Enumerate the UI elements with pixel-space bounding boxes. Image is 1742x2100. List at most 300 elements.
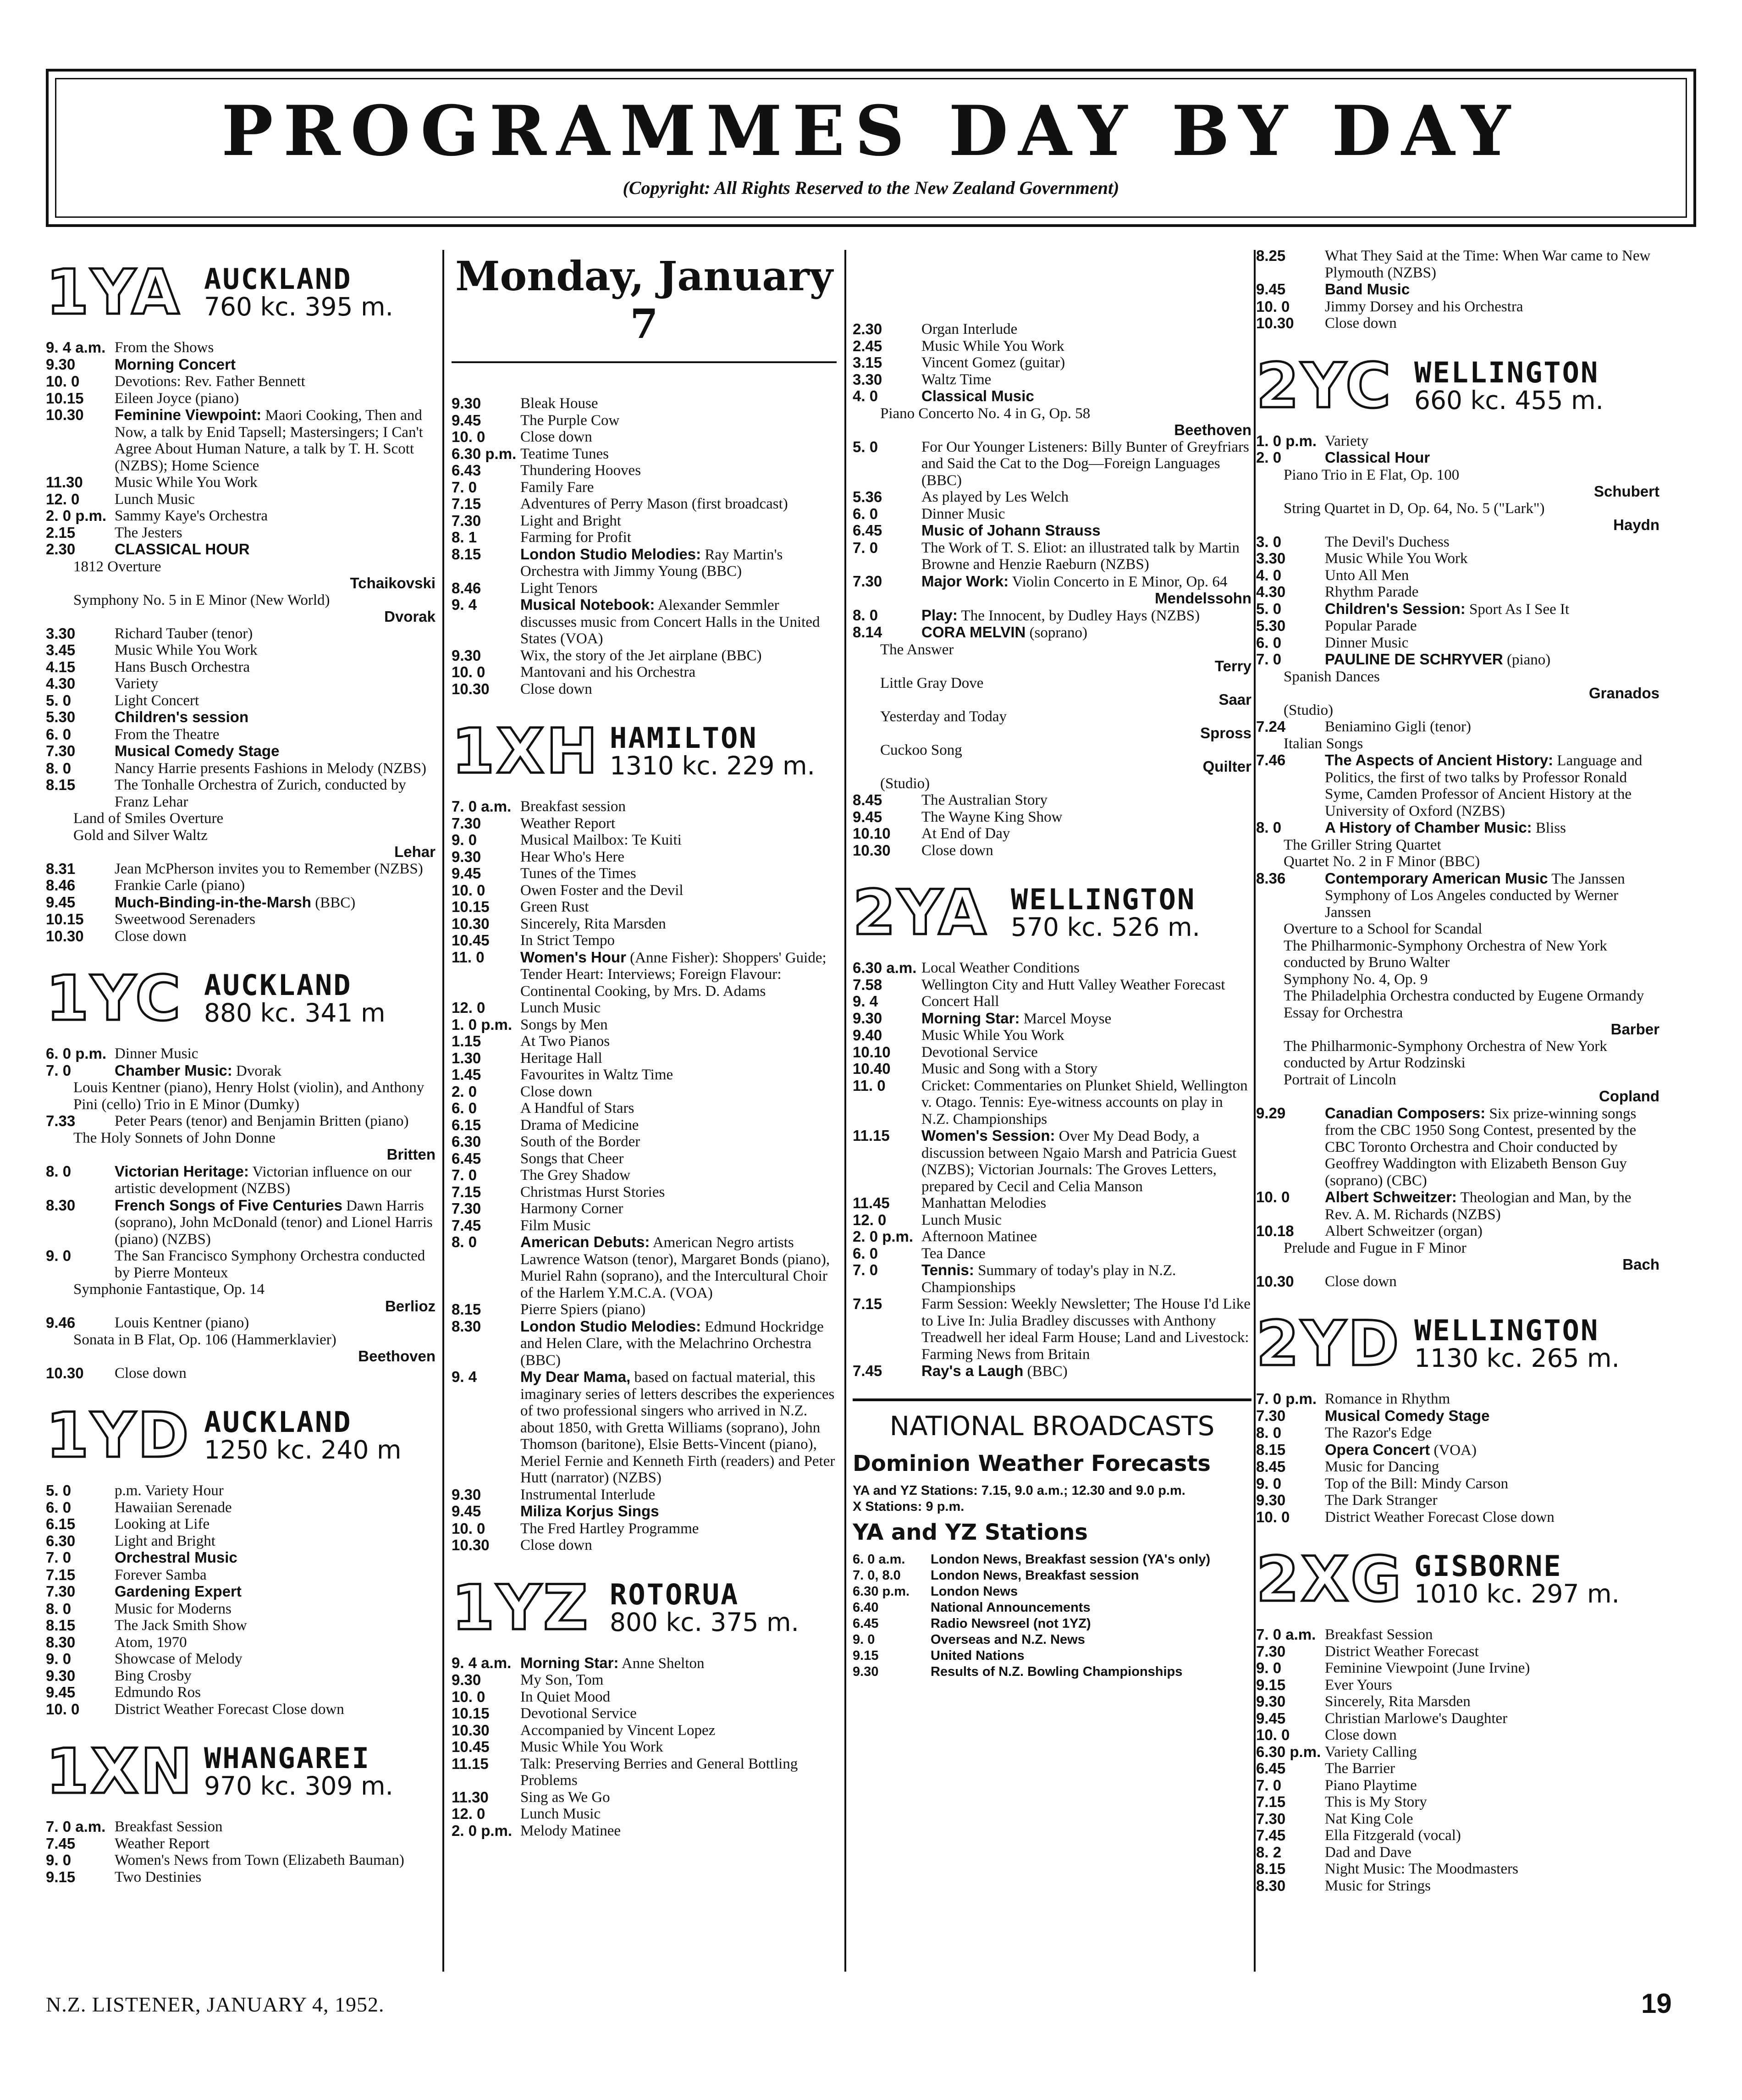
programme-time: 9. 4 bbox=[452, 596, 477, 613]
programme-description: Close down bbox=[115, 1365, 187, 1382]
programme-entry bbox=[853, 522, 1251, 540]
programme-description: Weather Report bbox=[520, 815, 616, 832]
station-header bbox=[46, 1391, 436, 1482]
station-frequency: 660 kc. 455 m. bbox=[1414, 385, 1604, 415]
programme-details bbox=[520, 597, 837, 647]
programme-details bbox=[1325, 1626, 1659, 1643]
work-title: Land of Smiles Overture bbox=[73, 810, 224, 827]
programme-description: The Fred Hartley Programme bbox=[520, 1520, 699, 1537]
programme-entry bbox=[46, 877, 436, 894]
programme-description: Over My Dead Body, a discussion between Ngaio Marsh and Patricia Guest (NZBS); Victorian Journals: The Groves Letters, prepared by Cecil and Celia Manson bbox=[921, 1128, 1237, 1195]
programme-entry bbox=[46, 911, 436, 928]
programme-details bbox=[520, 1167, 837, 1184]
programme-details bbox=[520, 681, 837, 698]
composer-name: Beethoven bbox=[1174, 421, 1251, 438]
programme-description: Music While You Work bbox=[921, 1027, 1064, 1044]
programme-details bbox=[1325, 651, 1659, 669]
programme-time: 8. 0 bbox=[853, 606, 878, 624]
programme-feature-title: Band Music bbox=[1325, 281, 1410, 298]
programme-entry bbox=[853, 1078, 1251, 1128]
programme-details bbox=[921, 1262, 1251, 1296]
programme-description: Manhattan Melodies bbox=[921, 1195, 1047, 1211]
programme-description: Farming for Profit bbox=[520, 529, 631, 546]
programme-entry bbox=[452, 1200, 837, 1217]
work-title: Piano Concerto No. 4 in G, Op. 58 bbox=[880, 405, 1091, 422]
programme-entry bbox=[1256, 651, 1659, 669]
programme-feature-title: Musical Comedy Stage bbox=[115, 742, 280, 759]
programme-description: Vincent Gomez (guitar) bbox=[921, 354, 1065, 371]
programme-time: 7.30 bbox=[46, 742, 76, 759]
programme-feature-title: CLASSICAL HOUR bbox=[115, 541, 250, 558]
programme-description: Maori Cooking, Then and Now, a talk by Enid Tapsell; Mastersingers; I Can't Agree About Human Nature, a talk by T. H. Scott (NZBS); Home Science bbox=[115, 407, 423, 474]
programme-entry bbox=[1256, 298, 1659, 315]
programme-entry bbox=[1256, 1861, 1659, 1878]
national-broadcast-entry bbox=[853, 1584, 1251, 1600]
programme-feature-title: Women's Session: bbox=[921, 1127, 1055, 1144]
programme-description: Pierre Spiers (piano) bbox=[520, 1301, 646, 1318]
station-name: ROTORUA bbox=[610, 1577, 739, 1611]
programme-details bbox=[520, 1537, 837, 1554]
programme-details bbox=[921, 439, 1251, 489]
programme-entry bbox=[46, 1567, 436, 1584]
programme-entry bbox=[452, 849, 837, 866]
programme-entry bbox=[452, 429, 837, 446]
work-title: Essay for Orchestra bbox=[1284, 1004, 1403, 1021]
programme-entry bbox=[452, 949, 837, 1000]
programme-time: 11.15 bbox=[853, 1127, 890, 1144]
work-title: Prelude and Fugue in F Minor bbox=[1284, 1239, 1466, 1256]
programme-description: In Strict Tempo bbox=[520, 932, 615, 949]
programme-description: Drama of Medicine bbox=[520, 1116, 639, 1133]
programme-details bbox=[1325, 298, 1659, 315]
programme-details bbox=[921, 1078, 1251, 1128]
programme-description: Dinner Music bbox=[1325, 634, 1409, 651]
programme-details bbox=[520, 1133, 837, 1150]
programme-time: 11. 0 bbox=[452, 948, 485, 966]
programme-item bbox=[46, 1079, 436, 1113]
programme-entry bbox=[46, 928, 436, 945]
programme-details bbox=[115, 1163, 436, 1197]
programme-description: Piano Playtime bbox=[1325, 1777, 1417, 1794]
programme-entry bbox=[452, 1150, 837, 1167]
programme-details bbox=[921, 1195, 1251, 1212]
programme-details bbox=[115, 1482, 436, 1499]
programme-time: 8.15 bbox=[46, 776, 76, 793]
programme-details bbox=[921, 506, 1251, 523]
programme-feature-title: CORA MELVIN bbox=[921, 624, 1026, 641]
programme-description: Owen Foster and the Devil bbox=[520, 882, 684, 899]
programme-feature-title: A History of Chamber Music: bbox=[1325, 819, 1532, 836]
programme-description: The Innocent, by Dudley Hays (NZBS) bbox=[961, 607, 1200, 624]
composer-name: Bach bbox=[1622, 1256, 1659, 1273]
work-title: The Answer bbox=[880, 641, 954, 658]
programme-description: Music While You Work bbox=[115, 642, 258, 658]
programme-item bbox=[1256, 971, 1659, 988]
programme-time: 9.45 bbox=[46, 893, 76, 911]
programme-description: Music for Strings bbox=[1325, 1877, 1431, 1894]
programme-description: Devotions: Rev. Father Bennett bbox=[115, 373, 305, 390]
broadcast-title: Overseas and N.Z. News bbox=[931, 1632, 1085, 1647]
programme-time: 12. 0 bbox=[46, 490, 80, 508]
programme-details bbox=[115, 339, 436, 356]
programme-feature-title: London Studio Melodies: bbox=[520, 1317, 701, 1335]
copyright-notice: (Copyright: All Rights Reserved to the New Zealand Government) bbox=[623, 177, 1119, 198]
programme-description: Atom, 1970 bbox=[115, 1634, 187, 1651]
programme-details bbox=[1325, 635, 1659, 652]
programme-details bbox=[115, 390, 436, 407]
programme-entry bbox=[46, 659, 436, 676]
station-name: GISBORNE bbox=[1414, 1549, 1562, 1583]
programme-entry bbox=[46, 743, 436, 760]
station-2yc bbox=[1256, 341, 1659, 1290]
programme-description: Talk: Preserving Berries and General Bottling Problems bbox=[520, 1755, 798, 1789]
programme-time: 7.46 bbox=[1256, 752, 1286, 768]
programme-time: 10. 0 bbox=[46, 373, 80, 390]
programme-feature-title: Morning Star: bbox=[921, 1009, 1020, 1027]
programme-entry bbox=[46, 339, 436, 356]
programme-time: 8.36 bbox=[1256, 869, 1286, 887]
programme-entry bbox=[853, 338, 1251, 355]
work-title: The Holy Sonnets of John Donne bbox=[73, 1129, 276, 1146]
programme-description: Richard Tauber (tenor) bbox=[115, 625, 253, 642]
broadcast-title: Radio Newsreel (not 1YZ) bbox=[931, 1616, 1091, 1631]
composer-name: Spross bbox=[1200, 724, 1251, 741]
programme-entry bbox=[1256, 1827, 1659, 1844]
programme-time: 9.30 bbox=[1256, 1693, 1286, 1710]
programme-entry bbox=[46, 373, 436, 390]
programme-time: 7.24 bbox=[1256, 718, 1286, 735]
programme-feature-title: Morning Concert bbox=[115, 355, 236, 373]
programme-description: Organ Interlude bbox=[921, 321, 1018, 337]
programme-entry bbox=[46, 1852, 436, 1869]
programme-item bbox=[1256, 988, 1659, 1005]
programme-description: Albert Schweitzer (organ) bbox=[1325, 1223, 1483, 1239]
column-1 bbox=[46, 248, 436, 1972]
programme-time: 12. 0 bbox=[452, 1805, 485, 1822]
programme-entry bbox=[452, 1689, 837, 1706]
programme-details bbox=[520, 1050, 837, 1067]
station-callsign: 2YA bbox=[853, 877, 988, 949]
programme-time: 6. 0 p.m. bbox=[46, 1045, 107, 1062]
programme-entry bbox=[853, 1127, 1251, 1195]
programme-time: 5. 0 bbox=[46, 691, 72, 709]
composer-name: Beethoven bbox=[358, 1348, 436, 1365]
programme-time: 8. 0 bbox=[1256, 819, 1282, 836]
programme-description: Green Rust bbox=[520, 899, 589, 915]
programme-description: Variety Calling bbox=[1325, 1743, 1417, 1760]
programme-entry bbox=[452, 1167, 837, 1184]
programme-details bbox=[1325, 601, 1659, 618]
programme-description: Variety bbox=[1325, 432, 1369, 449]
programme-time: 10. 0 bbox=[1256, 1188, 1290, 1205]
programme-description: Sincerely, Rita Marsden bbox=[1325, 1693, 1471, 1710]
programme-entry bbox=[46, 474, 436, 491]
programme-entry bbox=[1256, 718, 1659, 735]
programme-details bbox=[921, 842, 1251, 859]
programme-details bbox=[115, 1549, 436, 1567]
programme-details bbox=[520, 1806, 837, 1823]
programme-description: Light and Bright bbox=[520, 512, 621, 529]
programme-details bbox=[520, 1756, 837, 1789]
programme-details bbox=[115, 894, 436, 912]
programme-time: 3. 0 bbox=[1256, 533, 1282, 550]
station-header bbox=[1256, 341, 1659, 433]
programme-description: Waltz Time bbox=[921, 371, 992, 388]
programme-description: Sport As I See It bbox=[1469, 601, 1570, 618]
programme-entry bbox=[46, 525, 436, 542]
programme-description: Breakfast Session bbox=[115, 1818, 223, 1835]
programme-entry bbox=[452, 446, 837, 463]
programme-time: 10. 0 bbox=[452, 428, 485, 445]
programme-description: For Our Younger Listeners: Billy Bunter of Greyfriars and Said the Cat to the Dog—Foreign Languages (BBC) bbox=[921, 438, 1249, 489]
programme-description: The Wayne King Show bbox=[921, 808, 1063, 825]
programme-description: Lunch Music bbox=[520, 1000, 601, 1016]
station-1ya bbox=[46, 248, 436, 945]
programme-details bbox=[1325, 1425, 1659, 1442]
programme-time: 9.45 bbox=[452, 865, 481, 882]
programme-time: 8.30 bbox=[46, 1196, 76, 1214]
programme-entry bbox=[46, 1549, 436, 1567]
programme-details bbox=[520, 1369, 837, 1487]
programme-details bbox=[115, 1869, 436, 1886]
programme-details bbox=[115, 1365, 436, 1382]
programme-description: The Razor's Edge bbox=[1325, 1425, 1432, 1441]
programme-item bbox=[46, 827, 436, 861]
programme-entry bbox=[1256, 550, 1659, 567]
programme-description: In Quiet Mood bbox=[520, 1688, 611, 1705]
programme-description: The Jesters bbox=[115, 524, 182, 541]
programme-entry bbox=[452, 647, 837, 664]
programme-entry bbox=[1256, 567, 1659, 584]
programme-entry bbox=[46, 1315, 436, 1332]
masthead bbox=[46, 69, 1696, 227]
programme-details bbox=[921, 977, 1251, 994]
programme-details bbox=[1325, 567, 1659, 584]
programme-time: 11. 0 bbox=[853, 1077, 886, 1094]
programme-details bbox=[115, 1197, 436, 1248]
programme-entry bbox=[452, 546, 837, 580]
programme-time: 7. 0 bbox=[46, 1549, 72, 1566]
programme-time: 12. 0 bbox=[452, 999, 485, 1016]
programme-description: The San Francisco Symphony Orchestra conducted by Pierre Monteux bbox=[115, 1248, 425, 1281]
programme-entry bbox=[452, 1234, 837, 1301]
broadcast-time: 9.15 bbox=[853, 1648, 879, 1663]
programme-details bbox=[1325, 819, 1659, 837]
programme-feature-title: Orchestral Music bbox=[115, 1549, 237, 1566]
station-callsign: 2YD bbox=[1256, 1308, 1401, 1380]
programme-details bbox=[1325, 1643, 1659, 1660]
composer-name: Mendelssohn bbox=[1155, 590, 1251, 607]
national-broadcast-entry bbox=[853, 1568, 1251, 1584]
programme-time: 9.15 bbox=[1256, 1676, 1286, 1693]
programme-description: Concert Hall bbox=[921, 993, 999, 1010]
programme-time: 8. 0 bbox=[46, 1162, 72, 1180]
programme-time: 9.30 bbox=[452, 1486, 481, 1503]
programme-details bbox=[520, 1100, 837, 1117]
station-name: WELLINGTON bbox=[1011, 883, 1196, 916]
composer-name: Dvorak bbox=[384, 608, 436, 625]
programme-time: 7.30 bbox=[1256, 1810, 1286, 1827]
programme-details bbox=[921, 607, 1251, 624]
programme-entry bbox=[46, 625, 436, 642]
broadcast-time: 6.30 p.m. bbox=[853, 1584, 910, 1599]
programme-time: 9.30 bbox=[853, 1009, 882, 1027]
programme-description: Heritage Hall bbox=[520, 1050, 602, 1067]
programme-time: 7.45 bbox=[1256, 1827, 1286, 1844]
programme-time: 9.45 bbox=[452, 411, 481, 429]
programme-entry bbox=[1256, 1878, 1659, 1895]
programme-description: The Barrier bbox=[1325, 1760, 1395, 1777]
station-callsign: 1YD bbox=[46, 1399, 191, 1471]
work-title: Piano Trio in E Flat, Op. 100 bbox=[1284, 466, 1460, 483]
programme-description: American Negro artists Lawrence Watson (tenor), Margaret Bonds (piano), Muriel Rahn (soprano), and the Intercultural Choir of the Harlem Y.M.C.A. (VOA) bbox=[520, 1234, 830, 1301]
work-title: Symphony No. 4, Op. 9 bbox=[1284, 971, 1428, 988]
programme-entry bbox=[46, 777, 436, 810]
programme-details bbox=[520, 1117, 837, 1134]
programme-description: This is My Story bbox=[1325, 1794, 1427, 1810]
programme-details bbox=[115, 877, 436, 894]
station-2ya bbox=[853, 868, 1251, 1380]
broadcast-time: 9.30 bbox=[853, 1664, 879, 1679]
programme-entry bbox=[46, 1818, 436, 1835]
programme-feature-title: London Studio Melodies: bbox=[520, 545, 701, 563]
programme-details bbox=[921, 1245, 1251, 1262]
broadcast-title: London News, Breakfast session (YA's only) bbox=[931, 1552, 1211, 1567]
programme-entry bbox=[452, 1000, 837, 1017]
programme-time: 8.30 bbox=[46, 1633, 76, 1651]
programme-time: 10.15 bbox=[46, 911, 84, 928]
programme-entry bbox=[1256, 1223, 1659, 1240]
programme-time: 8.30 bbox=[452, 1317, 481, 1335]
programme-description: Film Music bbox=[520, 1217, 591, 1234]
programme-details bbox=[115, 1567, 436, 1584]
programme-time: 3.30 bbox=[853, 370, 882, 388]
work-title: The Griller String Quartet bbox=[1284, 836, 1441, 853]
programme-description: As played by Les Welch bbox=[921, 489, 1069, 505]
programme-details bbox=[520, 1503, 837, 1520]
programme-details bbox=[1325, 433, 1659, 450]
programme-time: 6. 0 bbox=[853, 1244, 878, 1262]
station-callsign: 1YA bbox=[46, 256, 182, 328]
programme-time: 7. 0 a.m. bbox=[452, 798, 512, 815]
column-rule bbox=[844, 250, 846, 1972]
programme-details bbox=[115, 373, 436, 390]
programme-description: Lunch Music bbox=[115, 491, 195, 508]
programme-details bbox=[115, 1852, 436, 1869]
programme-details bbox=[1325, 1710, 1659, 1727]
programme-description: Sammy Kaye's Orchestra bbox=[115, 508, 268, 524]
programme-time: 10.15 bbox=[452, 898, 490, 915]
programme-description: Thundering Hooves bbox=[520, 462, 641, 479]
programme-time: 6.45 bbox=[1256, 1760, 1286, 1777]
programme-entry bbox=[1256, 870, 1659, 921]
programme-time: 10.30 bbox=[46, 927, 84, 945]
programme-description: Lunch Music bbox=[520, 1806, 601, 1822]
programme-entry bbox=[1256, 1811, 1659, 1828]
programme-time: 8. 0 bbox=[452, 1233, 477, 1250]
column-rule bbox=[1254, 250, 1256, 1972]
programme-details bbox=[921, 825, 1251, 842]
programme-entry bbox=[46, 390, 436, 407]
programme-time: 9. 4 a.m. bbox=[46, 339, 106, 356]
programme-details bbox=[1325, 1861, 1659, 1878]
programme-description: Anne Shelton bbox=[621, 1655, 705, 1672]
station-1xh bbox=[452, 707, 837, 1554]
programme-time: 9.29 bbox=[1256, 1104, 1286, 1122]
programme-details bbox=[1325, 248, 1659, 281]
programme-entry bbox=[452, 932, 837, 949]
programme-time: 9. 0 bbox=[46, 1247, 72, 1264]
programme-feature-title: Music of Johann Strauss bbox=[921, 522, 1101, 539]
programme-entry bbox=[452, 412, 837, 429]
programme-details bbox=[921, 1010, 1251, 1028]
programme-details bbox=[921, 1363, 1251, 1380]
programme-entry bbox=[1256, 601, 1659, 618]
programme-time: 9.30 bbox=[46, 1667, 76, 1684]
programme-entry bbox=[853, 388, 1251, 405]
programme-entry bbox=[46, 1601, 436, 1618]
programme-time: 10.45 bbox=[452, 932, 490, 949]
programme-feature-title: PAULINE DE SCHRYVER bbox=[1325, 651, 1503, 668]
programme-feature-title: My Dear Mama, bbox=[520, 1368, 631, 1385]
programme-description: Light and Bright bbox=[115, 1532, 215, 1549]
programme-entry bbox=[46, 1634, 436, 1651]
programme-time: 9.45 bbox=[452, 1503, 481, 1520]
programme-entry bbox=[853, 1061, 1251, 1078]
programme-details bbox=[520, 1184, 837, 1201]
programme-description: Christian Marlowe's Daughter bbox=[1325, 1710, 1508, 1727]
programme-entry bbox=[1256, 1509, 1659, 1526]
programme-time: 10.30 bbox=[452, 1721, 490, 1739]
programme-description: (BBC) bbox=[1027, 1363, 1068, 1380]
programme-details bbox=[921, 338, 1251, 355]
programme-item bbox=[1256, 921, 1659, 938]
programme-feature-title: Musical Notebook: bbox=[520, 596, 655, 613]
programme-details bbox=[520, 664, 837, 681]
programme-entry bbox=[452, 1823, 837, 1840]
programme-details bbox=[921, 354, 1251, 371]
page-number: 19 bbox=[1641, 1988, 1672, 2019]
programme-details bbox=[520, 496, 837, 513]
programme-time: 7. 0 bbox=[452, 478, 477, 496]
station-1xn bbox=[46, 1727, 436, 1885]
programme-details bbox=[921, 321, 1251, 338]
programme-details bbox=[921, 388, 1251, 405]
column-rule bbox=[442, 250, 444, 1972]
programme-description: (soprano) bbox=[1029, 624, 1088, 641]
work-title: Italian Songs bbox=[1284, 735, 1363, 752]
programme-entry bbox=[452, 395, 837, 412]
programme-entry bbox=[1256, 819, 1659, 837]
programme-description: Close down bbox=[1325, 315, 1397, 332]
programme-description: Hans Busch Orchestra bbox=[115, 658, 250, 675]
programme-details bbox=[520, 1234, 837, 1301]
programme-feature-title: Victorian Heritage: bbox=[115, 1162, 249, 1180]
programme-description: The Tonhalle Orchestra of Zurich, conducted by Franz Lehar bbox=[115, 777, 406, 810]
programme-description: p.m. Variety Hour bbox=[115, 1482, 224, 1499]
programme-description: Violin Concerto in E Minor, Op. 64 bbox=[1012, 573, 1228, 590]
programme-details bbox=[115, 1045, 436, 1062]
programme-details bbox=[921, 489, 1251, 506]
programme-description: District Weather Forecast Close down bbox=[115, 1701, 344, 1718]
programme-details bbox=[115, 1533, 436, 1550]
programme-item bbox=[46, 810, 436, 827]
programme-time: 8. 0 bbox=[46, 1600, 72, 1617]
station-header bbox=[46, 1727, 436, 1818]
programme-entry bbox=[46, 1651, 436, 1668]
programme-time: 10.30 bbox=[1256, 315, 1294, 332]
station-header bbox=[452, 707, 837, 798]
